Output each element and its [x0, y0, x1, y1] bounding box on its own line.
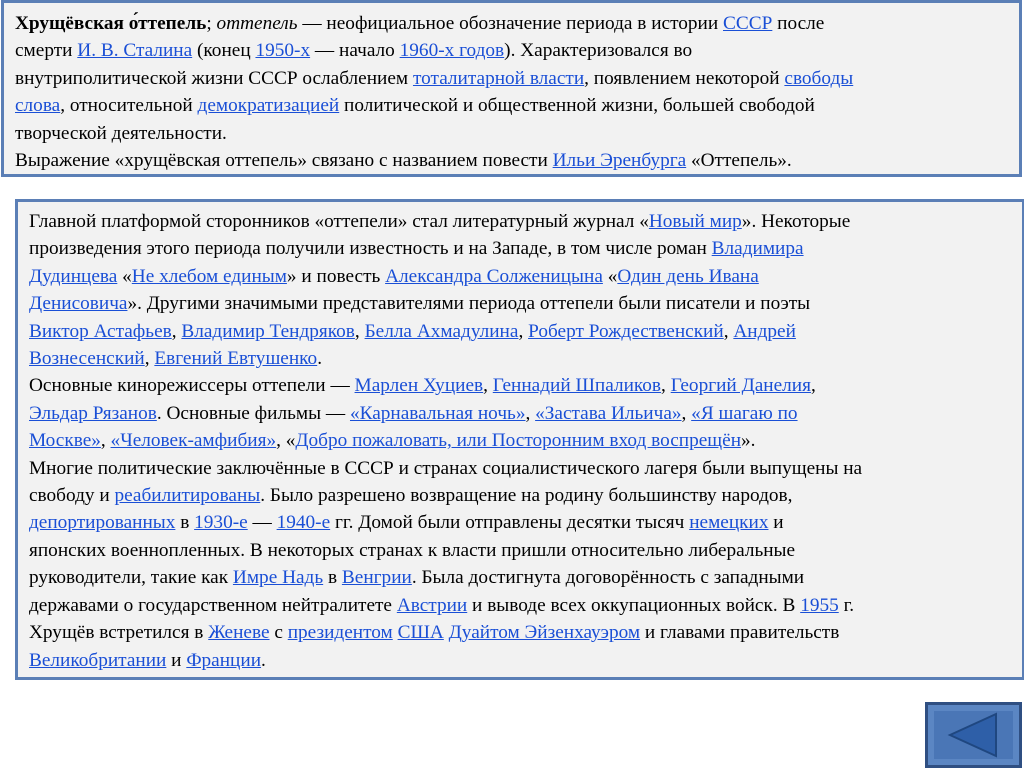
link-ильи-эренбурга[interactable]: Ильи Эренбурга: [552, 150, 687, 172]
box2-text-line: [29, 619, 1014, 646]
link-1950-х[interactable]: 1950-х: [255, 40, 311, 62]
text-fragment: политической и общественной жизни, большей свободой: [339, 95, 815, 117]
text-fragment: ». Другими значимыми представителями периода оттепели были писатели и поэты: [127, 293, 811, 315]
link-не-хлебом-единым[interactable]: Не хлебом единым: [131, 265, 287, 287]
box1-text-line: [15, 65, 1010, 92]
text-fragment: ,: [681, 402, 692, 424]
thaw-details-panel: [15, 199, 1024, 680]
text-fragment: японских военнопленных. В некоторых странах к власти пришли относительно либеральные: [29, 539, 796, 561]
link-эльдар-рязанов[interactable]: Эльдар Рязанов: [29, 402, 157, 424]
box2-text-line: [29, 564, 1014, 591]
link-сша[interactable]: США: [397, 622, 444, 644]
link-я-шагаю-по[interactable]: «Я шагаю по: [691, 402, 798, 424]
text-fragment: ».: [741, 430, 756, 452]
intro-text-panel: [1, 0, 1022, 177]
text-fragment: . Было разрешено возвращение на родину большинству народов,: [260, 485, 793, 507]
text-fragment: внутриполитической жизни СССР ослаблением: [15, 67, 413, 89]
text-fragment: —: [247, 512, 277, 534]
link-андрей[interactable]: Андрей: [733, 320, 796, 342]
link-георгий-данелия[interactable]: Георгий Данелия: [670, 375, 811, 397]
link-реабилитированы[interactable]: реабилитированы: [114, 485, 261, 507]
triangle-left-icon: [928, 705, 1019, 765]
link-новый-мир[interactable]: Новый мир: [648, 211, 742, 232]
link-немецких[interactable]: немецких: [689, 512, 769, 534]
text-fragment: ,: [525, 402, 536, 424]
link-президентом[interactable]: президентом: [287, 622, 393, 644]
text-fragment: ). Характеризовался во: [504, 40, 693, 62]
text-fragment: ,: [723, 320, 734, 342]
link-дудинцева[interactable]: Дудинцева: [29, 265, 118, 287]
box2-text-line: [29, 318, 1014, 345]
text-fragment: в: [323, 567, 342, 589]
box2-text-line: [29, 427, 1014, 454]
link-дуайтом-эйзенхауэром[interactable]: Дуайтом Эйзенхауэром: [448, 622, 641, 644]
link-геннадий-шпаликов[interactable]: Геннадий Шпаликов: [492, 375, 662, 397]
text-fragment: Многие политические заключённые в СССР и странах социалистического лагеря были выпущены на: [29, 457, 863, 479]
text-fragment: ,: [144, 348, 155, 370]
link-человек-амфибия[interactable]: «Человек-амфибия»: [110, 430, 277, 452]
term-italic: оттепель: [216, 13, 298, 34]
link-1930-е[interactable]: 1930-е: [194, 512, 248, 534]
link-белла-ахмадулина[interactable]: Белла Ахмадулина: [364, 320, 519, 342]
link-роберт-рождественский[interactable]: Роберт Рождественский: [528, 320, 724, 342]
text-fragment: «Оттепель».: [686, 150, 792, 172]
text-fragment: в: [175, 512, 195, 534]
link-застава-ильича[interactable]: «Застава Ильича»: [535, 402, 682, 424]
text-fragment: смерти: [15, 40, 78, 62]
link-венгрии[interactable]: Венгрии: [341, 567, 412, 589]
text-fragment: и: [166, 649, 187, 671]
link-марлен-хуциев[interactable]: Марлен Хуциев: [354, 375, 484, 397]
box2-text-line: [29, 592, 1014, 619]
text-fragment: , появлением некоторой: [584, 67, 785, 89]
text-fragment: Главной платформой сторонников «оттепели» стал литературный журнал «: [29, 211, 649, 232]
text-fragment: ,: [100, 430, 111, 452]
link-владимира[interactable]: Владимира: [711, 238, 804, 260]
text-fragment: » и повесть: [286, 265, 386, 287]
text-fragment: «: [602, 265, 618, 287]
text-fragment: и выводе всех оккупационных войск. В: [467, 594, 801, 616]
box1-text-line: [15, 37, 1010, 64]
link-австрии[interactable]: Австрии: [396, 594, 468, 616]
link-великобритании[interactable]: Великобритании: [29, 649, 167, 671]
link-1960-х-годов[interactable]: 1960-х годов: [399, 40, 505, 62]
text-fragment: ,: [518, 320, 529, 342]
box2-text-line: [29, 509, 1014, 536]
text-fragment: гг. Домой были отправлены десятки тысяч: [330, 512, 690, 534]
link-один-день-ивана[interactable]: Один день Ивана: [617, 265, 759, 287]
text-fragment: . Основные фильмы —: [156, 402, 350, 424]
link-депортированных[interactable]: депортированных: [29, 512, 176, 534]
box2-text-line: [29, 372, 1014, 399]
text-fragment: Хрущёв встретился в: [29, 622, 209, 644]
box2-text-line: [29, 208, 1014, 235]
text-fragment: руководители, такие как: [29, 567, 233, 589]
text-fragment: державами о государственном нейтралитете: [29, 594, 397, 616]
text-fragment: . Была достигнута договорённость с западными: [411, 567, 805, 589]
box2-text-line: [29, 235, 1014, 262]
text-fragment: с: [269, 622, 288, 644]
link-и-в-сталина[interactable]: И. В. Сталина: [77, 40, 193, 62]
box1-text-line: [15, 10, 1010, 37]
text-fragment: (конец: [192, 40, 256, 62]
term-bold: Хрущёвская о́ттепель: [15, 13, 207, 34]
link-виктор-астафьев[interactable]: Виктор Астафьев: [29, 320, 172, 342]
link-денисовича[interactable]: Денисовича: [29, 293, 128, 315]
link-демократизацией[interactable]: демократизацией: [197, 95, 340, 117]
link-франции[interactable]: Франции: [186, 649, 262, 671]
text-fragment: Выражение «хрущёвская оттепель» связано с названием повести: [15, 150, 553, 172]
link-женеве[interactable]: Женеве: [208, 622, 270, 644]
link-карнавальная-ночь[interactable]: «Карнавальная ночь»: [349, 402, 526, 424]
back-navigation-button[interactable]: [925, 702, 1022, 768]
link-добро-пожаловать-или-посторонним-вход-воспрещён[interactable]: Добро пожаловать, или Посторонним вход воспрещён: [295, 430, 742, 452]
text-fragment: после: [772, 13, 825, 34]
text-fragment: творческой деятельности.: [15, 122, 227, 144]
box2-text-line: [29, 290, 1014, 317]
text-fragment: ,: [483, 375, 493, 397]
link-имре-надь[interactable]: Имре Надь: [232, 567, 324, 589]
link-александра-солженицына[interactable]: Александра Солженицына: [385, 265, 603, 287]
link-москве[interactable]: Москве»: [29, 430, 101, 452]
text-fragment: , относительной: [60, 95, 198, 117]
box2-text-line: [29, 482, 1014, 509]
text-fragment: г.: [838, 594, 855, 616]
link-вознесенский[interactable]: Вознесенский: [29, 348, 145, 370]
link-владимир-тендряков[interactable]: Владимир Тендряков: [181, 320, 355, 342]
text-fragment: Основные кинорежиссеры оттепели —: [29, 375, 355, 397]
text-fragment: и главами правительств: [640, 622, 840, 644]
box1-text-line: [15, 147, 1010, 174]
box2-text-line: [29, 455, 1014, 482]
text-fragment: и: [768, 512, 784, 534]
text-fragment: .: [261, 649, 266, 671]
box2-text-line: [29, 345, 1014, 372]
text-fragment: ,: [661, 375, 671, 397]
text-fragment: ». Некоторые: [741, 211, 851, 232]
text-fragment: ,: [171, 320, 182, 342]
link-тоталитарной-власти[interactable]: тоталитарной власти: [412, 67, 585, 89]
text-fragment: — неофициальное обозначение периода в истории: [297, 13, 724, 34]
text-fragment: свободу и: [29, 485, 115, 507]
link-1940-е[interactable]: 1940-е: [276, 512, 331, 534]
link-ссср[interactable]: СССР: [723, 13, 773, 34]
box2-text-line: [29, 647, 1014, 674]
text-fragment: — начало: [310, 40, 400, 62]
box2-text-line: [29, 400, 1014, 427]
text-fragment: ;: [206, 13, 217, 34]
text-fragment: произведения этого периода получили известность и на Западе, в том числе роман: [29, 238, 712, 260]
text-fragment: «: [117, 265, 132, 287]
link-евгений-евтушенко[interactable]: Евгений Евтушенко: [154, 348, 318, 370]
box1-text-line: [15, 120, 1010, 147]
link-слова[interactable]: слова: [15, 95, 61, 117]
text-fragment: .: [317, 348, 323, 370]
box1-text-line: [15, 92, 1010, 119]
text-fragment: , «: [276, 430, 296, 452]
text-fragment: ,: [810, 375, 816, 397]
link-свободы[interactable]: свободы: [784, 67, 854, 89]
link-1955[interactable]: 1955: [800, 594, 839, 616]
box2-text-line: [29, 263, 1014, 290]
box2-text-line: [29, 537, 1014, 564]
text-fragment: ,: [354, 320, 365, 342]
